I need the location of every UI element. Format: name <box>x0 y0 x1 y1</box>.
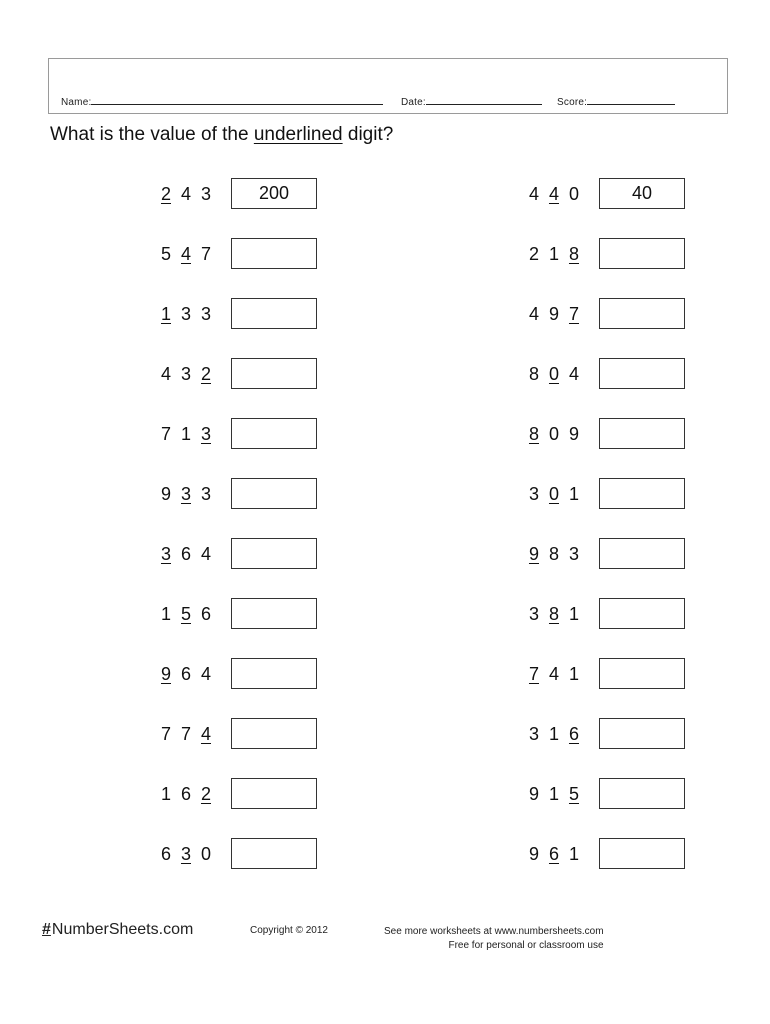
problem-number <box>156 424 216 445</box>
problem-left-1 <box>156 178 326 210</box>
score-blank-line[interactable] <box>587 95 675 105</box>
underlined-digit: 0 <box>548 364 559 384</box>
logo-text: NumberSheets.com <box>51 921 194 938</box>
digit: 1 <box>548 784 559 804</box>
digit: 9 <box>548 304 559 324</box>
digit: 0 <box>548 424 559 444</box>
problem-left-8 <box>156 598 326 630</box>
problem-right-8 <box>524 598 694 630</box>
digit: 7 <box>180 724 191 744</box>
answer-box[interactable] <box>231 538 317 569</box>
answer-box[interactable] <box>231 298 317 329</box>
digit: 3 <box>200 304 211 324</box>
problem-number <box>156 844 216 865</box>
digit: 1 <box>180 424 191 444</box>
underlined-digit: 5 <box>180 604 191 624</box>
underlined-digit: 2 <box>200 784 211 804</box>
problem-number <box>156 484 216 505</box>
underlined-digit: 8 <box>568 244 579 264</box>
underlined-digit: 5 <box>568 784 579 804</box>
answer-box[interactable] <box>231 778 317 809</box>
answer-box[interactable]: 40 <box>599 178 685 209</box>
problem-number <box>524 544 584 565</box>
name-blank-line[interactable] <box>91 95 383 105</box>
problem-left-4 <box>156 358 326 390</box>
problem-number <box>156 244 216 265</box>
problem-left-2 <box>156 238 326 270</box>
digit: 1 <box>160 604 171 624</box>
digit: 9 <box>528 844 539 864</box>
footer-more-info <box>384 925 604 953</box>
digit: 5 <box>160 244 171 264</box>
answer-box[interactable]: 200 <box>231 178 317 209</box>
digit: 4 <box>160 364 171 384</box>
underlined-digit: 3 <box>180 844 191 864</box>
digit: 1 <box>160 784 171 804</box>
underlined-digit: 3 <box>160 544 171 564</box>
digit: 3 <box>528 484 539 504</box>
score-field[interactable] <box>557 95 675 108</box>
underlined-digit: 8 <box>528 424 539 444</box>
digit: 1 <box>568 844 579 864</box>
problem-number <box>156 544 216 565</box>
digit: 3 <box>568 544 579 564</box>
digit: 3 <box>180 304 191 324</box>
digit: 6 <box>160 844 171 864</box>
digit: 4 <box>180 184 191 204</box>
problem-number <box>524 304 584 325</box>
question-prompt <box>50 124 393 146</box>
digit: 7 <box>160 724 171 744</box>
digit: 3 <box>200 184 211 204</box>
problem-number <box>524 724 584 745</box>
underlined-digit: 0 <box>548 484 559 504</box>
problem-right-12 <box>524 838 694 870</box>
digit: 9 <box>568 424 579 444</box>
answer-box[interactable] <box>599 778 685 809</box>
problem-right-6 <box>524 478 694 510</box>
digit: 8 <box>528 364 539 384</box>
digit: 8 <box>548 544 559 564</box>
underlined-digit: 6 <box>568 724 579 744</box>
problem-number <box>524 364 584 385</box>
name-label: Name: <box>61 97 92 108</box>
digit: 7 <box>160 424 171 444</box>
problem-left-5 <box>156 418 326 450</box>
digit: 6 <box>180 544 191 564</box>
digit: 1 <box>548 724 559 744</box>
answer-box[interactable] <box>599 538 685 569</box>
digit: 7 <box>200 244 211 264</box>
logo-hash-icon: # <box>42 921 51 938</box>
answer-box[interactable] <box>231 358 317 389</box>
problem-number <box>524 484 584 505</box>
problem-left-9 <box>156 658 326 690</box>
digit: 6 <box>180 664 191 684</box>
digit: 4 <box>548 664 559 684</box>
digit: 4 <box>568 364 579 384</box>
problem-number <box>156 724 216 745</box>
digit: 4 <box>200 664 211 684</box>
question-prefix: What is the value of the <box>50 124 254 145</box>
problem-left-6 <box>156 478 326 510</box>
answer-box[interactable] <box>599 658 685 689</box>
problem-left-3 <box>156 298 326 330</box>
problem-right-3 <box>524 298 694 330</box>
digit: 9 <box>528 784 539 804</box>
digit: 3 <box>528 724 539 744</box>
problem-number <box>156 604 216 625</box>
problem-number <box>524 784 584 805</box>
answer-box[interactable] <box>599 358 685 389</box>
problem-number <box>156 184 216 205</box>
problem-number <box>156 784 216 805</box>
problem-number <box>156 304 216 325</box>
digit: 4 <box>200 544 211 564</box>
answer-box[interactable] <box>599 838 685 869</box>
underlined-digit: 2 <box>160 184 171 204</box>
question-underlined-word: underlined <box>253 124 343 145</box>
underlined-digit: 4 <box>200 724 211 744</box>
digit: 2 <box>528 244 539 264</box>
answer-box[interactable] <box>599 718 685 749</box>
student-info-box <box>48 58 728 114</box>
digit: 4 <box>528 304 539 324</box>
digit: 6 <box>180 784 191 804</box>
digit: 3 <box>180 364 191 384</box>
underlined-digit: 1 <box>160 304 171 324</box>
digit: 1 <box>548 244 559 264</box>
problem-number <box>156 364 216 385</box>
problem-number <box>524 844 584 865</box>
digit: 0 <box>200 844 211 864</box>
underlined-digit: 3 <box>180 484 191 504</box>
answer-box[interactable] <box>231 658 317 689</box>
problem-right-2 <box>524 238 694 270</box>
answer-box[interactable] <box>599 418 685 449</box>
underlined-digit: 2 <box>200 364 211 384</box>
digit: 4 <box>528 184 539 204</box>
problem-right-9 <box>524 658 694 690</box>
answer-box[interactable] <box>231 478 317 509</box>
problem-right-5 <box>524 418 694 450</box>
answer-box[interactable] <box>231 838 317 869</box>
underlined-digit: 6 <box>548 844 559 864</box>
answer-box[interactable] <box>231 418 317 449</box>
date-field[interactable] <box>401 95 542 108</box>
underlined-digit: 9 <box>160 664 171 684</box>
underlined-digit: 7 <box>568 304 579 324</box>
problem-right-10 <box>524 718 694 750</box>
more-worksheets-text: See more worksheets at www.numbersheets.com <box>384 926 604 937</box>
copyright-text: Copyright © 2012 <box>250 925 328 936</box>
digit: 1 <box>568 664 579 684</box>
underlined-digit: 8 <box>548 604 559 624</box>
problem-number <box>524 604 584 625</box>
problem-number <box>156 664 216 685</box>
answer-box[interactable] <box>599 478 685 509</box>
problem-left-12 <box>156 838 326 870</box>
numbersheets-logo <box>42 921 193 939</box>
answer-box[interactable] <box>231 598 317 629</box>
underlined-digit: 3 <box>200 424 211 444</box>
digit: 1 <box>568 604 579 624</box>
free-use-text: Free for personal or classroom use <box>448 940 604 951</box>
digit: 3 <box>200 484 211 504</box>
digit: 9 <box>160 484 171 504</box>
problem-left-7 <box>156 538 326 570</box>
date-label: Date: <box>401 97 426 108</box>
digit: 1 <box>568 484 579 504</box>
answer-box[interactable] <box>231 238 317 269</box>
problem-left-10 <box>156 718 326 750</box>
answer-box[interactable] <box>599 238 685 269</box>
problem-right-11 <box>524 778 694 810</box>
problem-right-7 <box>524 538 694 570</box>
date-blank-line[interactable] <box>426 95 542 105</box>
underlined-digit: 4 <box>180 244 191 264</box>
problem-number <box>524 184 584 205</box>
problem-right-4 <box>524 358 694 390</box>
problem-number <box>524 244 584 265</box>
problem-left-11 <box>156 778 326 810</box>
underlined-digit: 9 <box>528 544 539 564</box>
underlined-digit: 7 <box>528 664 539 684</box>
underlined-digit: 4 <box>548 184 559 204</box>
problem-number <box>524 664 584 685</box>
digit: 6 <box>200 604 211 624</box>
answer-box[interactable] <box>599 598 685 629</box>
problem-number <box>524 424 584 445</box>
answer-box[interactable] <box>231 718 317 749</box>
score-label: Score: <box>557 97 588 108</box>
question-suffix: digit? <box>342 124 394 145</box>
digit: 0 <box>568 184 579 204</box>
problem-right-1 <box>524 178 694 210</box>
name-field[interactable] <box>61 95 383 108</box>
answer-box[interactable] <box>599 298 685 329</box>
digit: 3 <box>528 604 539 624</box>
